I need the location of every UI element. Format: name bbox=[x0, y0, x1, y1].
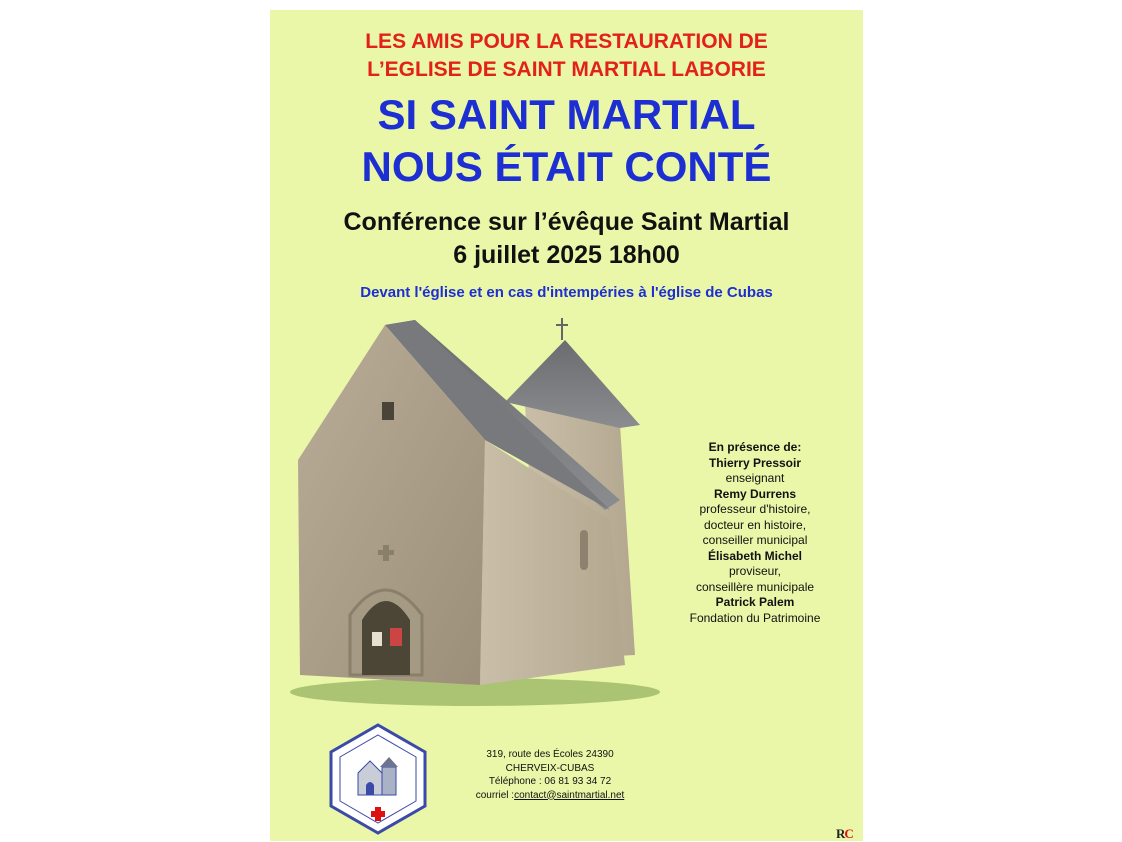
organization-line-1: LES AMIS POUR LA RESTAURATION DE bbox=[365, 30, 768, 53]
conference-info bbox=[270, 206, 863, 272]
speaker-role: proviseur, bbox=[728, 564, 782, 578]
speaker-name: Thierry Pressoir bbox=[708, 455, 802, 470]
speaker-role: docteur en histoire, bbox=[703, 517, 807, 532]
organization-name bbox=[270, 28, 863, 84]
credit-initials bbox=[836, 826, 853, 842]
speaker-role: conseillère municipale bbox=[695, 579, 815, 594]
speaker-name: Élisabeth Michel bbox=[707, 548, 803, 563]
email-label: courriel : bbox=[475, 789, 515, 801]
phone-number: Téléphone : 06 81 93 34 72 bbox=[488, 776, 612, 787]
credit-initial-c: C bbox=[844, 826, 853, 841]
conference-datetime: 6 juillet 2025 18h00 bbox=[453, 241, 680, 269]
credit-initial-r: R bbox=[836, 826, 845, 841]
speaker-role: enseignant bbox=[725, 471, 785, 485]
conference-subject: Conférence sur l’évêque Saint Martial bbox=[343, 208, 790, 236]
association-logo bbox=[328, 723, 428, 835]
speaker-role: Fondation du Patrimoine bbox=[689, 610, 821, 625]
conference-venue: Devant l'église et en cas d'intempéries à l'église de Cubas bbox=[360, 284, 773, 301]
address-line-1: 319, route des Écoles 24390 bbox=[486, 749, 614, 760]
organization-line-2: L’EGLISE DE SAINT MARTIAL LABORIE bbox=[367, 58, 766, 81]
speaker-name: Remy Durrens bbox=[713, 486, 797, 501]
speaker-role: professeur d'histoire, bbox=[699, 502, 811, 516]
presence-heading: En présence de: bbox=[708, 440, 802, 454]
email-row bbox=[455, 789, 645, 803]
title-line-2: NOUS ÉTAIT CONTÉ bbox=[361, 143, 772, 190]
event-poster bbox=[270, 10, 863, 841]
church-photo bbox=[290, 310, 660, 710]
speaker-role: conseiller municipal bbox=[702, 533, 808, 547]
email-link[interactable]: contact@saintmartial.net bbox=[514, 789, 625, 801]
speaker-name: Patrick Palem bbox=[715, 595, 795, 609]
speakers-list bbox=[670, 440, 840, 626]
poster-title bbox=[270, 90, 863, 192]
contact-block bbox=[455, 748, 645, 802]
address-line-2: CHERVEIX-CUBAS bbox=[505, 762, 595, 774]
title-line-1: SI SAINT MARTIAL bbox=[377, 91, 756, 138]
